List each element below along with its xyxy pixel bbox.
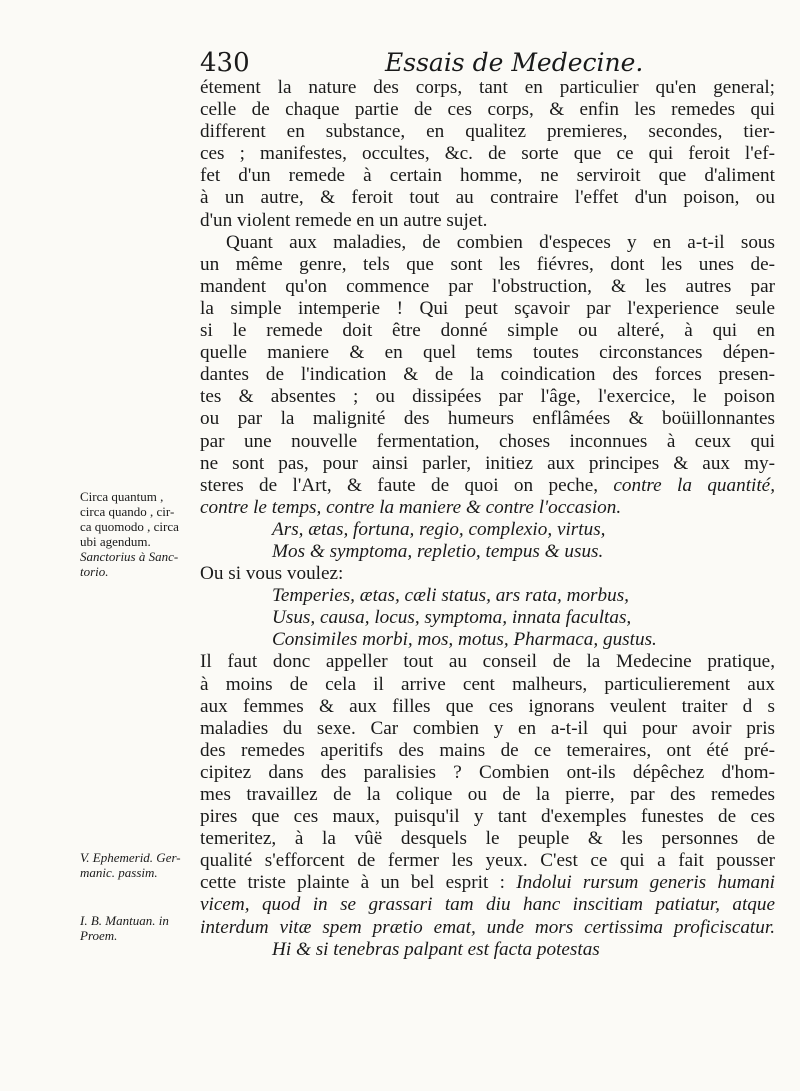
- text-line: [200, 872, 775, 894]
- italic-line: Hi & si tenebras palpant est facta potestas: [272, 938, 600, 960]
- italic-line: vicem, quod in se grassari tam diu hanc inscitiam patiatur, atque: [200, 894, 775, 916]
- note-line: I. B. Mantuan. in: [80, 913, 169, 928]
- text-line: si le remede doit être donné simple ou alteré, à qui en: [200, 320, 775, 342]
- note-line: Sanctorius à Sanc-: [80, 549, 179, 564]
- text-line: [200, 475, 775, 497]
- verse-line: Ars, ætas, fortuna, regio, complexio, virtus,: [272, 518, 606, 540]
- text-line: celle de chaque partie de ces corps, & enfin les remedes qui: [200, 99, 775, 121]
- note-line: ca quomodo , circa: [80, 519, 179, 534]
- text-line: mes travaillez de la colique ou de la pierre, par des remedes: [200, 784, 775, 805]
- text-segment: cette triste plainte à un bel esprit :: [200, 872, 505, 894]
- text-line: tes & absentes ; ou dissipées par l'âge, l'exercice, le poison: [200, 386, 775, 408]
- verse-block-1: [200, 519, 775, 563]
- text-line: aux femmes & aux filles que ces ignorans veulent traiter d s: [200, 695, 775, 717]
- text-line: d'un violent remede en un autre sujet.: [200, 209, 488, 231]
- text-line: ne sont pas, pour ainsi parler, initiez aux principes & aux my-: [200, 452, 775, 474]
- text-line: à moins de cela il arrive cent malheurs, particulierement aux: [200, 673, 775, 695]
- main-text: [200, 77, 775, 961]
- note-line: torio.: [80, 564, 109, 579]
- margin-note-2: [80, 850, 200, 880]
- or-line: [200, 563, 775, 585]
- running-title: Essais de Medecine.: [385, 48, 644, 77]
- text-segment: steres de l'Art, & faute de quoi on peche,: [200, 474, 599, 496]
- text-line: ces ; manifestes, occultes, &c. de sorte que ce qui feroit l'ef-: [200, 143, 775, 165]
- paragraph-2-cont: [200, 254, 775, 519]
- text-line: mandent qu'on commence par l'obstruction, & les autres par: [200, 275, 775, 297]
- text-line: Il faut donc appeller tout au conseil de la Medecine pratique,: [200, 651, 775, 673]
- verse-block-2: [200, 585, 775, 651]
- text-line: quelle maniere & en quel tems toutes circonstances dépen-: [200, 342, 775, 364]
- text-line: un même genre, tels que sont les fiévres, dont les unes de-: [200, 253, 775, 275]
- margin-note-1: [80, 489, 200, 579]
- verse-line: Usus, causa, locus, symptoma, innata facultas,: [272, 607, 632, 629]
- paragraph-2: [200, 232, 775, 254]
- text-line: la simple intemperie ! Qui peut sçavoir par l'experience seule: [200, 297, 775, 319]
- italic-line: interdum vitæ spem prætio emat, unde mors certissima proficiscatur.: [200, 916, 775, 938]
- text-line: Ou si vous voulez:: [200, 563, 344, 585]
- italic-segment: contre la quantité,: [613, 474, 775, 496]
- text-line: different en substance, en qualitez premieres, secondes, tier-: [200, 121, 775, 143]
- page-number: 430: [200, 48, 250, 78]
- verse-line: Temperies, ætas, cæli status, ars rata, morbus,: [272, 585, 629, 607]
- paragraph-3: [200, 651, 775, 960]
- text-line: maladies du sexe. Car combien y en a-t-il qui pour avoir pris: [200, 717, 775, 739]
- text-line: à un autre, & feroit tout au contraire l'effet d'un poison, ou: [200, 187, 775, 209]
- text-line: qualité s'efforcent de fermer les yeux. C'est ce qui a fait pousser: [200, 850, 775, 872]
- note-line: V. Ephemerid. Ger-: [80, 850, 181, 865]
- text-line: par une nouvelle fermentation, choses inconnues à ceux qui: [200, 430, 775, 452]
- note-line: manic. passim.: [80, 865, 158, 880]
- verse-line: Consimiles morbi, mos, motus, Pharmaca, gustus.: [272, 629, 657, 651]
- note-line: Proem.: [80, 928, 118, 943]
- verse-line: Mos & symptoma, repletio, tempus & usus.: [272, 540, 604, 562]
- text-line: cipitez dans des paralisies ? Combien ont-ils dépêchez d'hom-: [200, 761, 775, 783]
- text-line: pires que ces maux, puisqu'il y tant d'exemples funestes de ces: [200, 806, 775, 828]
- paragraph-1: [200, 77, 775, 232]
- page-header: [200, 48, 780, 78]
- note-line: ubi agendum.: [80, 534, 151, 549]
- italic-line: contre le temps, contre la maniere & contre l'occasion.: [200, 496, 622, 518]
- italic-segment: Indolui rursum generis humani: [516, 872, 776, 894]
- text-line: temeritez, à la vûë desquels le peuple & les personnes de: [200, 828, 775, 850]
- text-line: des remedes aperitifs des mains de ce temeraires, ont été pré-: [200, 739, 775, 761]
- margin-note-3: [80, 913, 200, 943]
- text-line: dantes de l'indication & de la coindication des forces presen-: [200, 364, 775, 386]
- text-line: Quant aux maladies, de combien d'especes y en a-t-il sous: [226, 231, 775, 253]
- text-line: étement la nature des corps, tant en particulier qu'en general;: [200, 77, 775, 98]
- note-line: Circa quantum ,: [80, 489, 164, 504]
- note-line: circa quando , cir-: [80, 504, 175, 519]
- text-line: ou par la malignité des humeurs enflâmées & boüillonnantes: [200, 408, 775, 430]
- text-line: fet d'un remede à certain homme, ne serviroit que d'aliment: [200, 165, 775, 187]
